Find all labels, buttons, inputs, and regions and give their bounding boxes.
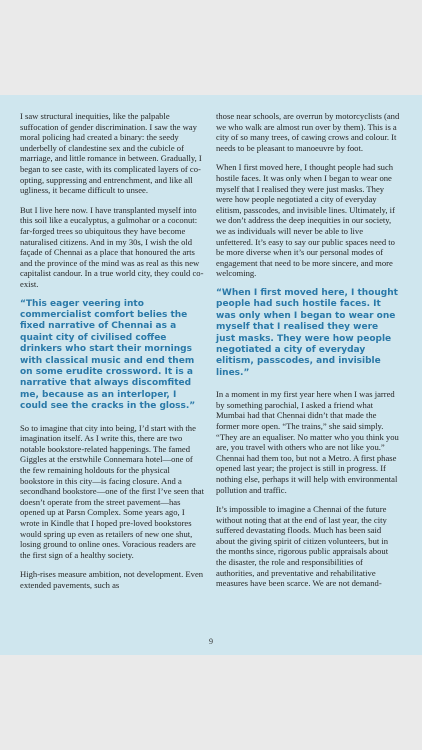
magazine-page <box>0 95 422 655</box>
paragraph: So to imagine that city into being, I’d start with the imagination itself. As I write this, there are two notable bookstore-related happenings. The famed Giggles at the erstwhile Connemara hotel—one of the few remaining holdouts for the physical bookstore in this city—is facing closure. And a secondhand bookstore—one of the first I’ve seen that doesn’t operate from the street pavement—has opened up at Parsn Complex. Some years ago, I wrote in Kindle that I hoped pre-loved bookstores would spring up even as retailers of new one shut, losing ground to online ones. Voracious readers are the first sign of a healthy society. <box>20 422 204 560</box>
paragraph: In a moment in my first year here when I was jarred by something parochial, I asked a friend what Mumbai had that Chennai didn’t that made the former more open. “The trains,” she said simply. “They are an equaliser. No matter who you think you are, you travel with others who are not like you.” Chennai had them too, but not a Metro. A first phase opened last year; the project is still in progress. If nothing else, perhaps it will help with environmental pollution and traffic. <box>216 389 399 495</box>
paragraph: those near schools, are overrun by motorcyclists (and we who walk are almost run over by them). This is a city of so many trees, of cawing crows and colour. It needs to be pleasant to manoeuvre by foot. <box>216 111 400 153</box>
paragraph: But I live here now. I have transplanted myself into this soil like a eucalyptus, a gulmohar or a coconut: far-forged trees so ubiquitous they have become naturalised citizens. And in my 30s, I wish the old façade of Chennai as a place that honoured the arts and the province of the mind was as real as this new capitalist candour. In a true world city, they could co-exist. <box>20 204 204 289</box>
pull-quote: “When I first moved here, I thought people had such hostile faces. It was only when I began to wear one myself that I realised they were just masks. They were how people negotiated a city of everyday elitism, passcodes, and invisible lines.” <box>216 287 398 378</box>
page-number: 9 <box>209 637 213 646</box>
paragraph: I saw structural inequities, like the palpable suffocation of gender discrimination. I saw the way moral policing had created a binary: the seedy underbelly of clandestine sex and the cubicle of marriage, and little romance in between. Gradually, I began to see caste, with its complicated layers of co-opting, suppressing and entrenchment, and like all ugliness, it became difficult to unsee. <box>20 111 202 196</box>
right-column <box>216 111 400 598</box>
left-column <box>20 111 204 599</box>
paragraph: It’s impossible to imagine a Chennai of the future without noting that at the end of last year, the city suffered devastating floods. Much has been said about the giving spirit of citizen volunteers, but in the months since, rigorous public appraisals about the disaster, the role and responsibilities of authorities, and preventative and rehabilitative measures have been scarce. We are not demand- <box>216 504 389 589</box>
paragraph: High-rises measure ambition, not development. Even extended pavements, such as <box>20 569 204 590</box>
paragraph: When I first moved here, I thought people had such hostile faces. It was only when I began to wear one myself that I realised they were just masks. They were how people negotiated a city of everyday elitism, passcodes, and invisible lines. Ultimately, if we don’t address the deep inequities in our society, we as individuals will never be able to live unfettered. It’s easy to say our public spaces need to be more diverse when it’s our personal modes of engagement that need to be more sincere, and more welcoming. <box>216 162 395 279</box>
pull-quote: “This eager veering into commercialist comfort belies the fixed narrative of Chennai as a quaint city of civilised coffee drinkers who start their mornings with classical music and end them on some erudite crossword. It is a narrative that always discomfited me, because as an interloper, I could see the cracks in the gloss.” <box>20 298 196 412</box>
